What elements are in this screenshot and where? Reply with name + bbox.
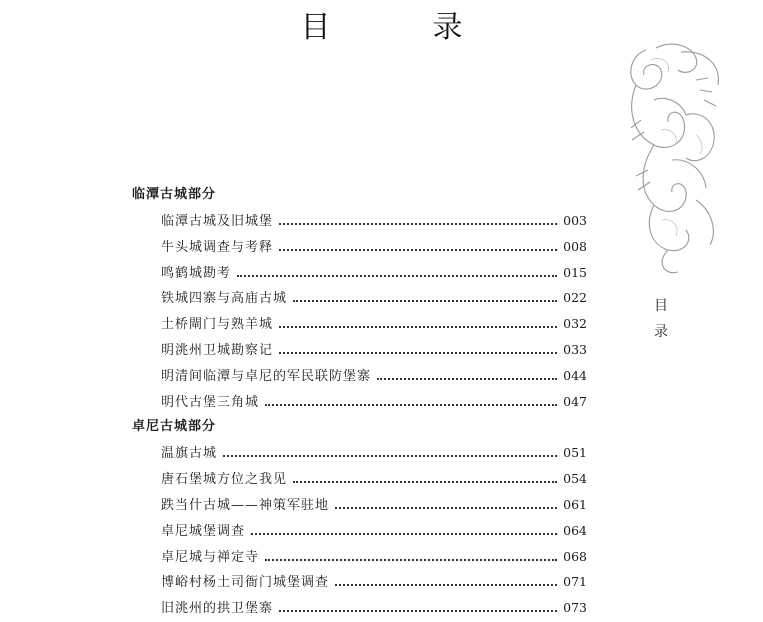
dot-leader <box>279 352 557 354</box>
toc-entry-title: 明洮州卫城勘察记 <box>161 342 274 358</box>
toc-entry-title: 温旗古城 <box>161 446 218 462</box>
dot-leader <box>223 455 557 457</box>
toc-entry[interactable] <box>132 260 587 286</box>
toc-entry-title: 旧洮州的拱卫堡寨 <box>161 601 274 617</box>
toc-entry[interactable] <box>132 466 587 492</box>
toc-entry[interactable] <box>132 492 587 518</box>
dot-leader <box>279 610 557 612</box>
toc-entry-page: 073 <box>563 600 587 616</box>
dot-leader <box>377 378 557 380</box>
toc-entry-title: 卓尼城堡调查 <box>161 523 246 539</box>
section-heading: 临潭古城部分 <box>132 187 217 202</box>
toc-entry[interactable] <box>132 569 587 595</box>
toc-entry-page: 051 <box>563 445 587 461</box>
toc-entry-page: 015 <box>563 264 587 280</box>
dot-leader <box>293 481 557 483</box>
toc-entry[interactable] <box>132 544 587 570</box>
toc-entry-title: 卓尼城与禅定寺 <box>161 549 260 565</box>
running-head-char: 录 <box>654 324 668 340</box>
toc-entry-page: 032 <box>563 316 587 332</box>
table-of-contents <box>132 182 587 621</box>
toc-entry-title: 明代古堡三角城 <box>161 394 260 410</box>
toc-entry-title: 明清间临潭与卓尼的军民联防堡寨 <box>161 368 372 384</box>
toc-entry-title: 鸣鹤城勘考 <box>161 265 232 281</box>
toc-entry[interactable] <box>132 234 587 260</box>
dot-leader <box>265 559 557 561</box>
toc-entry-title: 牛头城调查与考释 <box>161 239 274 255</box>
toc-entry[interactable] <box>132 440 587 466</box>
section-heading: 卓尼古城部分 <box>132 419 217 435</box>
toc-entry[interactable] <box>132 337 587 363</box>
toc-entry-title: 博峪村杨土司衙门城堡调查 <box>161 575 330 591</box>
toc-entry-page: 044 <box>563 367 587 383</box>
dot-leader <box>279 326 557 328</box>
toc-entry-page: 061 <box>563 496 587 512</box>
toc-entry-page: 008 <box>563 238 587 254</box>
running-head <box>651 293 671 345</box>
page-title: 目 录 <box>300 10 499 45</box>
dot-leader <box>237 275 557 277</box>
toc-entry-page: 033 <box>563 341 587 357</box>
toc-entry-title: 土桥閘门与熟羊城 <box>161 317 274 333</box>
toc-entry-page: 047 <box>563 393 587 409</box>
dot-leader <box>279 223 557 225</box>
dragon-phoenix-ornament-icon <box>626 40 726 280</box>
dot-leader <box>251 533 557 535</box>
toc-entry[interactable] <box>132 595 587 621</box>
toc-entry[interactable] <box>132 389 587 415</box>
dot-leader <box>265 404 557 406</box>
toc-entry-title: 临潭古城及旧城堡 <box>161 214 274 229</box>
dot-leader <box>335 584 557 586</box>
toc-entry-page: 068 <box>563 548 587 564</box>
toc-entry-page: 022 <box>563 290 587 306</box>
toc-entry-page: 054 <box>563 471 587 487</box>
toc-entry[interactable] <box>132 208 587 234</box>
dot-leader <box>335 507 557 509</box>
dot-leader <box>279 249 557 251</box>
dot-leader <box>293 300 557 302</box>
toc-entry[interactable] <box>132 518 587 544</box>
toc-entry-page: 064 <box>563 522 587 538</box>
toc-entry-page: 003 <box>563 213 587 228</box>
toc-entry-page: 071 <box>563 574 587 590</box>
running-head-char: 目 <box>654 298 668 314</box>
toc-entry[interactable] <box>132 311 587 337</box>
toc-entry-title: 唐石堡城方位之我见 <box>161 472 288 488</box>
toc-entry[interactable] <box>132 363 587 389</box>
toc-entry-title: 跌当什古城——神策军驻地 <box>161 497 330 513</box>
toc-entry[interactable] <box>132 285 587 311</box>
toc-entry-title: 铁城四寨与高庙古城 <box>161 291 288 307</box>
